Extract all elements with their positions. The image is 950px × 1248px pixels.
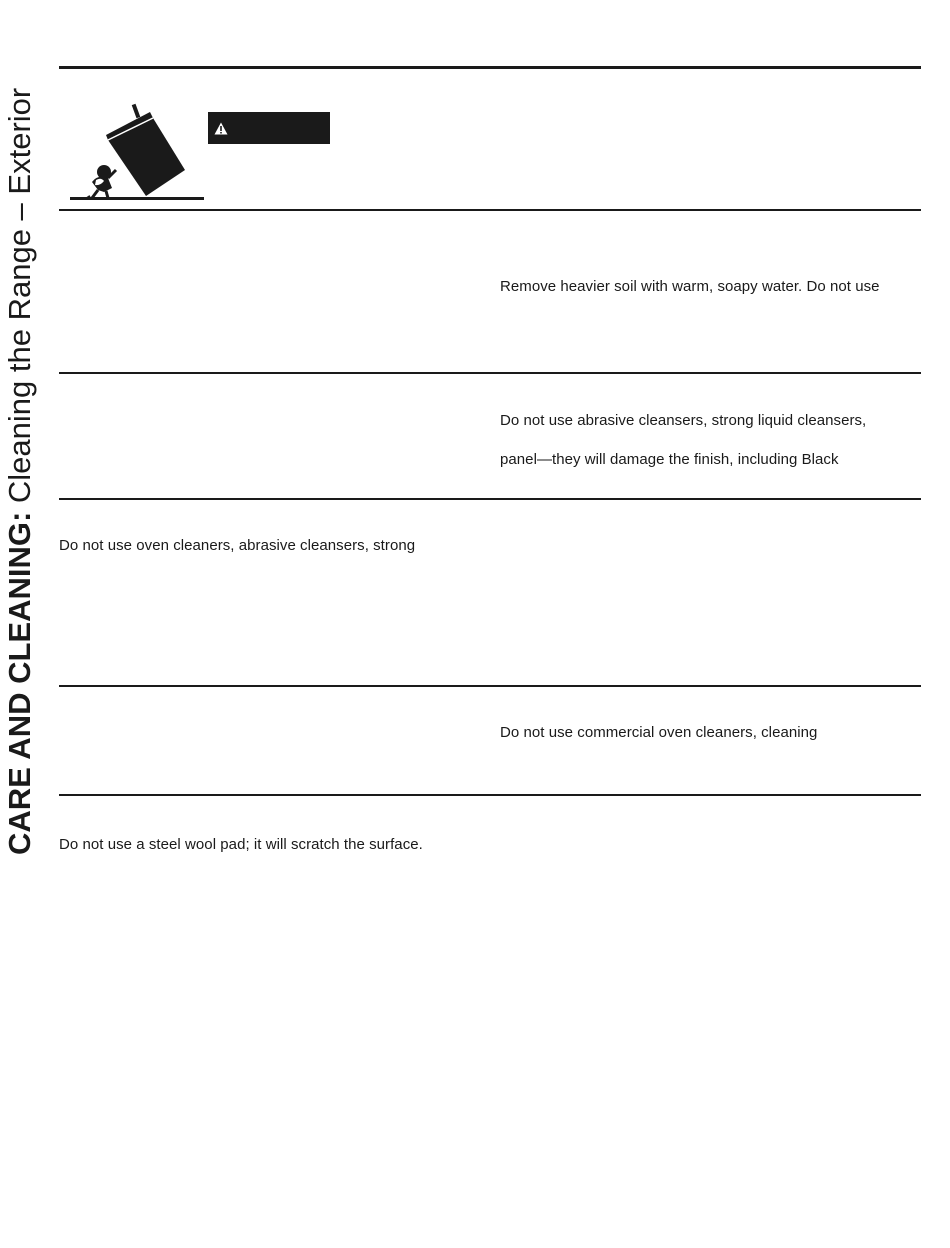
section-2-text-line-1: Do not use abrasive cleansers, strong liquid cleansers, bbox=[500, 412, 867, 429]
section-divider bbox=[59, 209, 921, 211]
section-3-text: Do not use oven cleaners, abrasive cleansers, strong bbox=[59, 537, 416, 554]
section-1-text: Remove heavier soil with warm, soapy water. Do not use bbox=[500, 278, 880, 295]
side-title-bold: CARE AND CLEANING: bbox=[2, 511, 37, 855]
side-section-title bbox=[2, 15, 38, 855]
warning-triangle-icon bbox=[214, 122, 228, 135]
top-divider bbox=[59, 66, 921, 69]
section-4-text: Do not use commercial oven cleaners, cleaning bbox=[500, 724, 818, 741]
section-divider bbox=[59, 372, 921, 374]
range-tip-over-illustration bbox=[68, 100, 208, 204]
section-divider bbox=[59, 498, 921, 500]
section-2-text-line-2: panel—they will damage the finish, including Black bbox=[500, 451, 839, 468]
warning-label bbox=[208, 112, 330, 144]
section-5-text: Do not use a steel wool pad; it will scratch the surface. bbox=[59, 836, 423, 853]
side-title-light: Cleaning the Range – Exterior bbox=[2, 87, 37, 512]
section-divider bbox=[59, 794, 921, 796]
section-divider bbox=[59, 685, 921, 687]
